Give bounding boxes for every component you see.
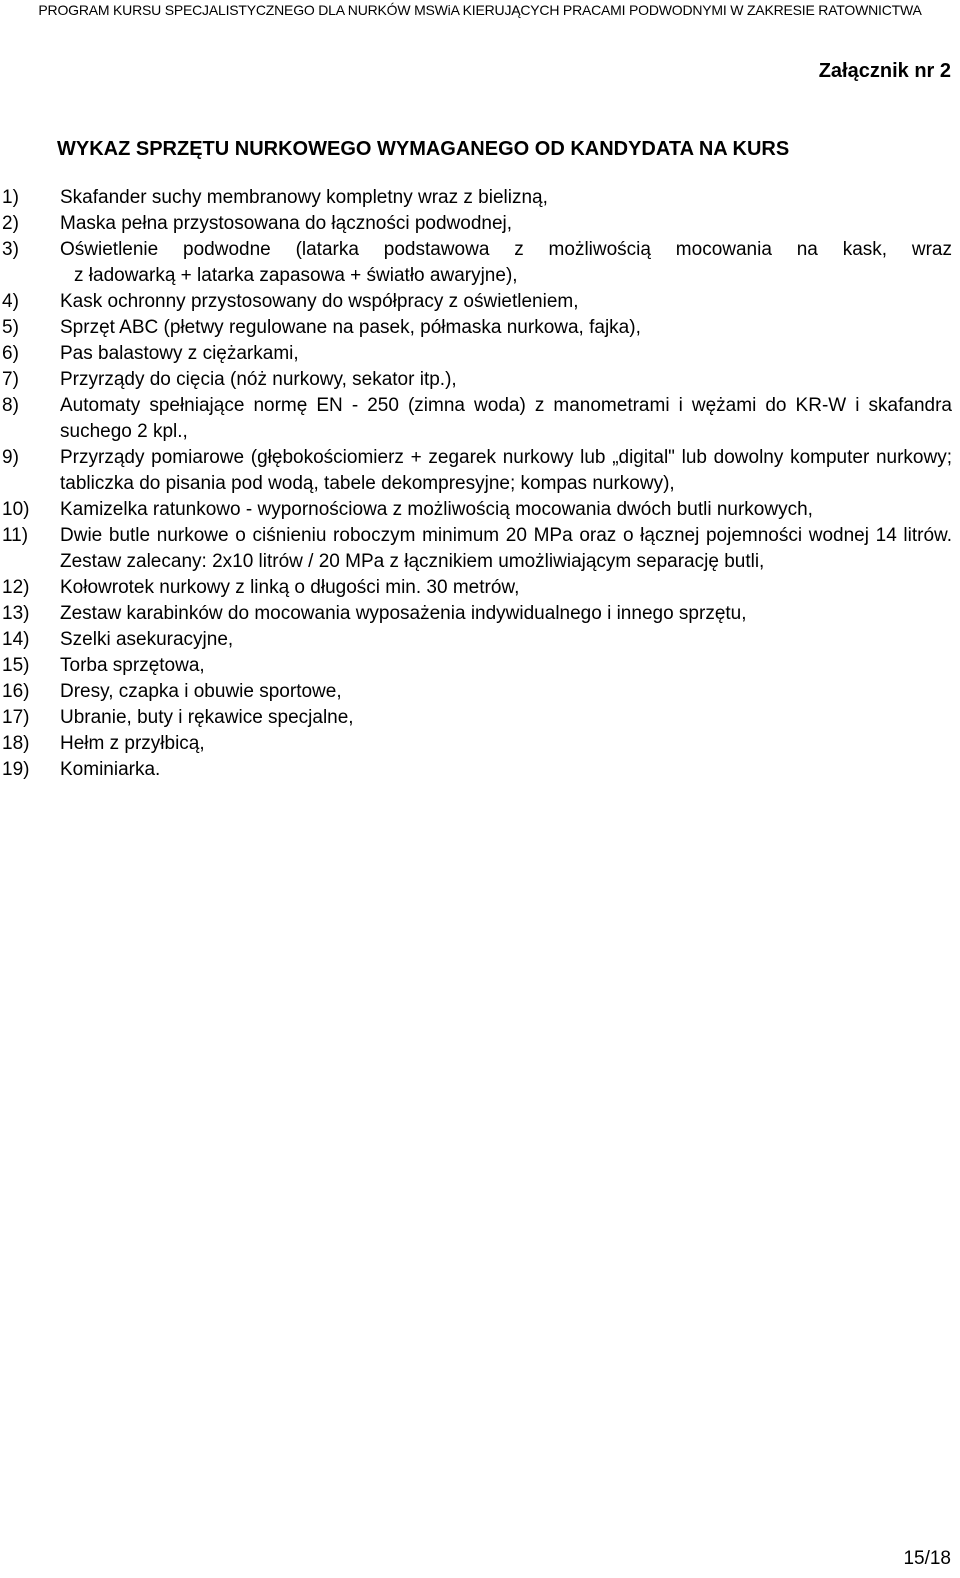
- list-item-text: Kask ochronny przystosowany do współpracy z oświetleniem,: [60, 291, 579, 312]
- running-header: PROGRAM KURSU SPECJALISTYCZNEGO DLA NURKÓW MSWiA KIERUJĄCYCH PRACAMI PODWODNYMI W ZAKRESIE RATOWNICTWA: [38, 2, 922, 18]
- list-item-number: 15): [2, 655, 30, 676]
- list-item: [2, 757, 952, 783]
- list-item-number: 4): [2, 291, 19, 312]
- list-item-number: 7): [2, 369, 19, 390]
- list-item-text: Hełm z przyłbicą,: [60, 733, 205, 754]
- list-item: [2, 679, 952, 705]
- list-item-number: 9): [2, 447, 19, 468]
- list-item: [2, 731, 952, 757]
- list-item-text: Zestaw karabinków do mocowania wyposażenia indywidualnego i innego sprzętu,: [60, 603, 747, 624]
- list-item-continuation: [2, 263, 952, 289]
- list-item-text: Przyrządy pomiarowe (głębokościomierz + zegarek nurkowy lub „digital" lub dowolny komputer nurkowy; tabliczka do pisania pod wodą, tabele dekompresyjne; kompas nurkowy),: [60, 447, 952, 494]
- list-item: [2, 341, 952, 367]
- page-number: 15/18: [903, 1548, 951, 1569]
- list-item-text: Torba sprzętowa,: [60, 655, 205, 676]
- list-item-text: Dresy, czapka i obuwie sportowe,: [60, 681, 342, 702]
- list-item-number: 11): [2, 525, 29, 546]
- list-item-text: Sprzęt ABC (płetwy regulowane na pasek, półmaska nurkowa, fajka),: [60, 317, 641, 338]
- list-item-number: 14): [2, 629, 30, 650]
- list-item-text: z ładowarką + latarka zapasowa + światło awaryjne),: [74, 265, 518, 286]
- list-item-text: Ubranie, buty i rękawice specjalne,: [60, 707, 354, 728]
- list-item-number: 2): [2, 213, 19, 234]
- list-item-text: Przyrządy do cięcia (nóż nurkowy, sekator itp.),: [60, 369, 457, 390]
- list-item: [2, 497, 952, 523]
- list-item: [2, 393, 952, 445]
- list-item-number: 10): [2, 499, 30, 520]
- list-item: [2, 211, 952, 237]
- list-item: [2, 315, 952, 341]
- list-item-text: Kominiarka.: [60, 759, 161, 780]
- list-item: [2, 237, 952, 263]
- list-item: [2, 367, 952, 393]
- list-item: [2, 289, 952, 315]
- list-item: [2, 627, 952, 653]
- document-title: WYKAZ SPRZĘTU NURKOWEGO WYMAGANEGO OD KANDYDATA NA KURS: [57, 138, 790, 160]
- list-item: [2, 523, 952, 575]
- list-item: [2, 185, 952, 211]
- list-item: [2, 445, 952, 497]
- list-item-text: Szelki asekuracyjne,: [60, 629, 234, 650]
- list-item-number: 12): [2, 577, 30, 598]
- list-item: [2, 705, 952, 731]
- list-item: [2, 653, 952, 679]
- list-item: [2, 575, 952, 601]
- equipment-list: [2, 185, 952, 783]
- list-item-text: Kamizelka ratunkowo - wypornościowa z możliwością mocowania dwóch butli nurkowych,: [60, 499, 813, 520]
- list-item-number: 8): [2, 395, 19, 416]
- list-item-number: 5): [2, 317, 19, 338]
- list-item-number: 17): [2, 707, 30, 728]
- list-item-number: 1): [2, 187, 19, 208]
- list-item-text: Skafander suchy membranowy kompletny wraz z bielizną,: [60, 187, 548, 208]
- list-item-text: Pas balastowy z ciężarkami,: [60, 343, 299, 364]
- list-item-number: 3): [2, 239, 19, 260]
- list-item-text: Oświetlenie podwodne (latarka podstawowa z możliwością mocowania na kask, wraz: [60, 239, 952, 260]
- list-item-text: Automaty spełniające normę EN - 250 (zimna woda) z manometrami i wężami do KR-W i skafandra suchego 2 kpl.,: [60, 395, 952, 442]
- list-item-number: 19): [2, 759, 30, 780]
- list-item-number: 6): [2, 343, 19, 364]
- list-item-number: 13): [2, 603, 30, 624]
- list-item-text: Maska pełna przystosowana do łączności podwodnej,: [60, 213, 513, 234]
- attachment-label: Załącznik nr 2: [818, 60, 951, 82]
- list-item-number: 16): [2, 681, 30, 702]
- list-item-text: Dwie butle nurkowe o ciśnieniu roboczym minimum 20 MPa oraz o łącznej pojemności wodnej 14 litrów. Zestaw zalecany: 2x10 litrów / 20 MPa z łącznikiem umożliwiającym separację butli,: [60, 525, 952, 572]
- list-item: [2, 601, 952, 627]
- list-item-text: Kołowrotek nurkowy z linką o długości min. 30 metrów,: [60, 577, 520, 598]
- list-item-number: 18): [2, 733, 30, 754]
